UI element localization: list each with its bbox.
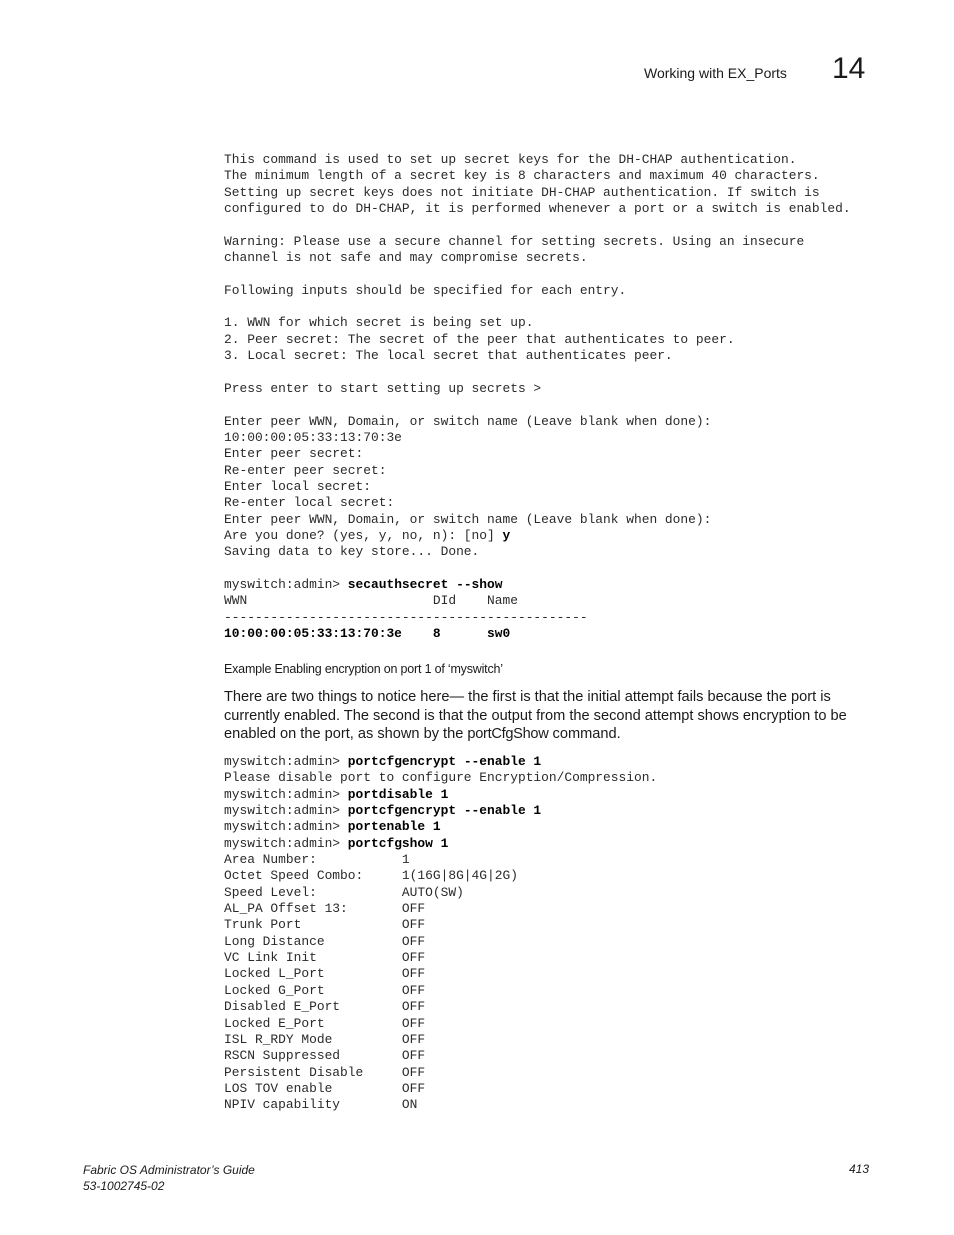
footer-book-title: Fabric OS Administrator’s Guide xyxy=(83,1163,255,1177)
code-prompt: myswitch:admin> xyxy=(224,576,348,592)
code-prompt: myswitch:admin> xyxy=(224,786,348,802)
footer-doc-number: 53-1002745-02 xyxy=(83,1179,165,1193)
running-header-title: Working with EX_Ports xyxy=(644,65,787,81)
footer-left xyxy=(83,1162,255,1194)
code-prompt: myswitch:admin> xyxy=(224,835,348,851)
code-command: portcfgencrypt --enable 1 xyxy=(347,803,542,819)
body-paragraph xyxy=(224,688,874,744)
code-command: secauthsecret --show xyxy=(347,576,503,592)
chapter-number: 14 xyxy=(832,52,866,85)
code-table-header: WWN DId Name ----------------------------------------------- xyxy=(224,593,588,625)
code-table-row: 10:00:00:05:33:13:70:3e 8 sw0 xyxy=(224,625,511,641)
code-command: portcfgshow 1 xyxy=(347,835,449,851)
command-reference: portCfgShow xyxy=(467,726,549,743)
code-text: This command is used to set up secret keys for the DH-CHAP authentication. The minimum length of a secret key is 8 characters and maximum 40 characters. Setting up secret keys does not initiate DH-CHAP authentication. If switch is configured to do DH-CHAP, it is performed whenever a port or a switch is enabled. Warning: Please use a secure channel for setting secrets. Using an insecure channel is not safe and may compromise secrets. Following inputs should be specified for each entry. 1. WWN for which secret is being set up. 2. Peer secret: The secret of the peer that authenticates to peer. 3. Local secret: The local secret that authenticates peer. Press enter to start setting up secrets > Enter peer WWN, Domain, or switch name (Leave blank when done): 10:00:00:05:33:13:70:3e Enter peer secret: Re-enter peer secret: Enter local secret: Re-enter local secret: Enter peer WWN, Domain, or switch name (Leave blank when done): Are you done? (yes, y, no, n): [no] xyxy=(224,152,851,543)
code-command: portenable 1 xyxy=(347,819,441,835)
code-text: Saving data to key store... Done. xyxy=(224,544,480,560)
code-prompt: myswitch:admin> xyxy=(224,754,348,769)
code-block-secauthsecret xyxy=(224,152,851,642)
code-prompt: myswitch:admin> xyxy=(224,803,348,819)
code-response: Please disable port to configure Encryption/Compression. xyxy=(224,770,658,786)
code-command: portcfgencrypt --enable 1 xyxy=(347,754,542,769)
code-answer: y xyxy=(502,527,511,543)
example-heading: Example Enabling encryption on port 1 of ‘myswitch’ xyxy=(224,662,503,676)
code-block-portcfgencrypt xyxy=(224,754,657,1114)
code-command: portdisable 1 xyxy=(347,786,449,802)
paragraph-text: command. xyxy=(548,726,621,743)
paragraph-text: There are two things to notice here— the first is that the initial attempt fails because the port is currently enabled. The second is that the output from the second attempt shows encryption to be enabled on the port, as shown by the xyxy=(224,689,847,743)
code-output: Area Number: 1 Octet Speed Combo: 1(16G|8G|4G|2G) Speed Level: AUTO(SW) AL_PA Offset 13: OFF Trunk Port OFF Long Distance OFF VC Link Init OFF Locked L_Port OFF Locked G_Port OFF Disabled E_Port OFF Locked E_Port OFF ISL R_RDY Mode OFF RSCN Suppressed OFF Persistent Disable OFF LOS TOV enable OFF NPIV capability ON xyxy=(224,852,518,1113)
code-prompt: myswitch:admin> xyxy=(224,819,348,835)
footer-page-number: 413 xyxy=(849,1162,870,1176)
